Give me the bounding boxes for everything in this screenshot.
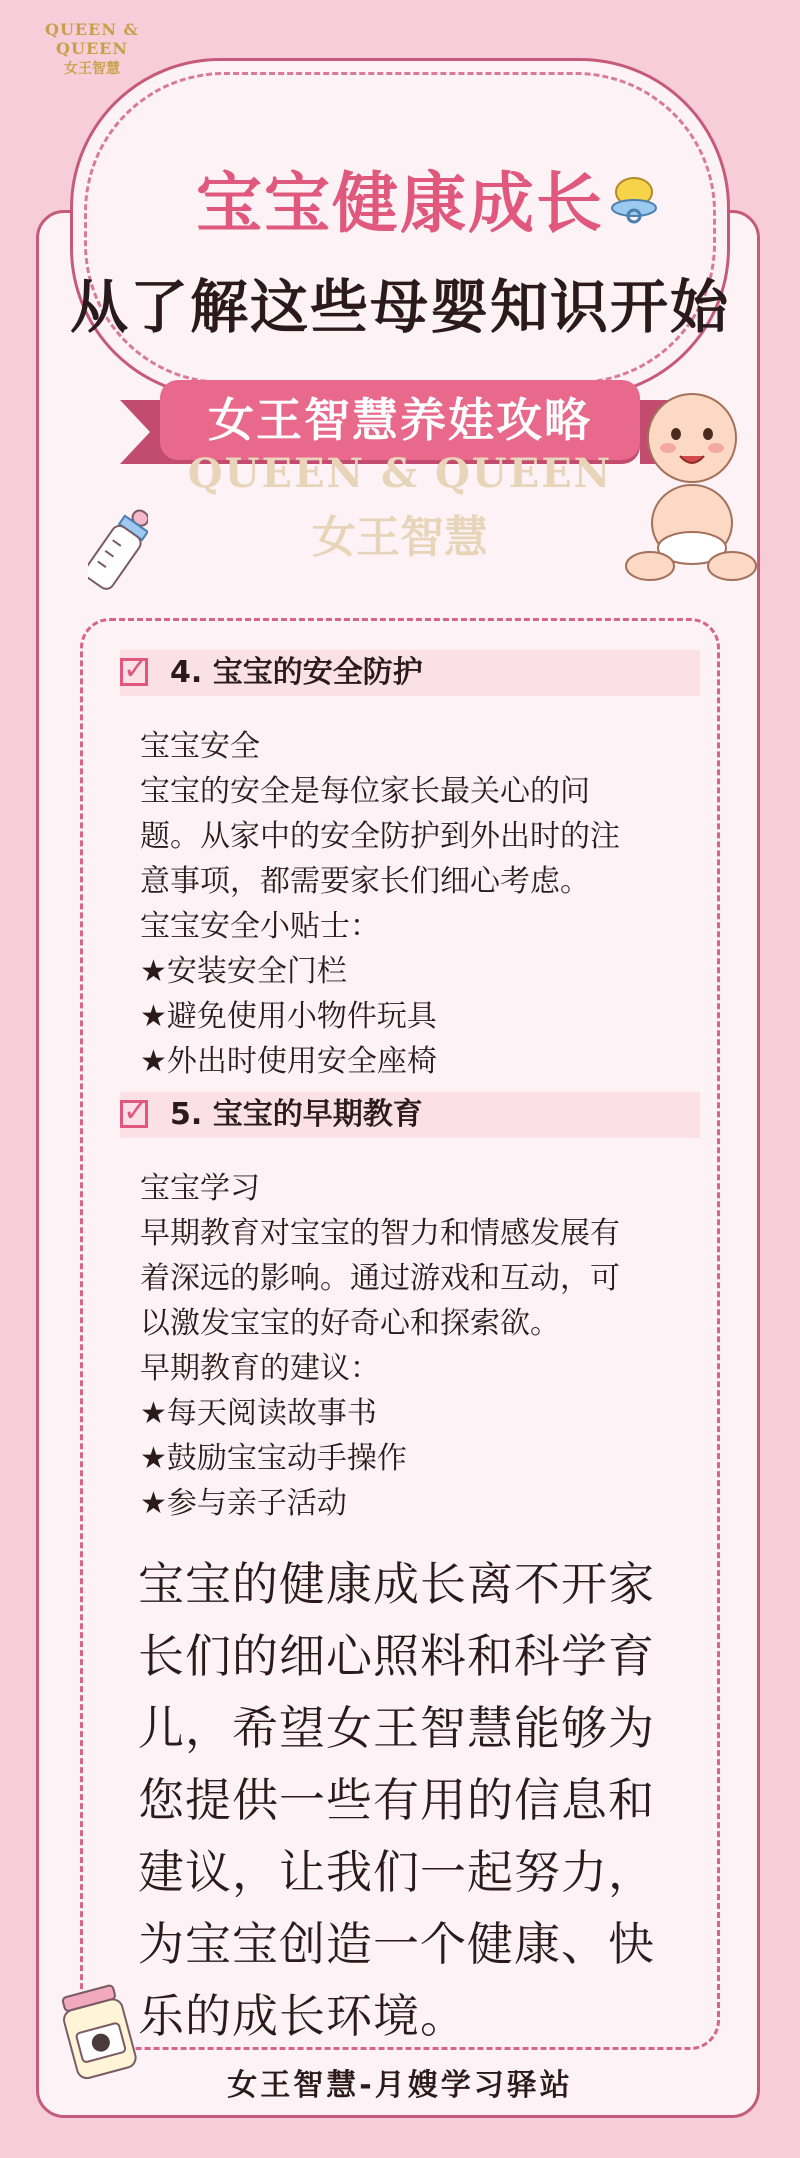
closing-message bbox=[138, 1548, 678, 2052]
checkbox-icon: ✓ bbox=[120, 658, 148, 686]
tips-title: 早期教育的建议： bbox=[140, 1351, 380, 1386]
checkbox-icon: ✓ bbox=[120, 1100, 148, 1128]
tip-item: ★参与亲子活动 bbox=[140, 1486, 347, 1521]
tip-item: ★安装安全门栏 bbox=[140, 954, 347, 989]
page-subtitle: 从了解这些母婴知识开始 bbox=[69, 273, 730, 341]
closing-line: 长们的细心照料和科学育 bbox=[138, 1629, 655, 1683]
closing-line: 宝宝的健康成长离不开家 bbox=[138, 1557, 655, 1611]
tips-title: 宝宝安全小贴士： bbox=[140, 909, 380, 944]
section-title: 5. 宝宝的早期教育 bbox=[170, 1097, 423, 1132]
paragraph-line: 早期教育对宝宝的智力和情感发展有 bbox=[140, 1216, 620, 1251]
closing-line: 为宝宝创造一个健康、快 bbox=[138, 1917, 655, 1971]
closing-line: 您提供一些有用的信息和 bbox=[138, 1773, 655, 1827]
logo-cn: 女王智慧 bbox=[64, 61, 120, 77]
section-body-safety bbox=[140, 724, 690, 1084]
watermark-cn: 女王智慧 bbox=[312, 512, 488, 563]
tip-item: ★外出时使用安全座椅 bbox=[140, 1044, 437, 1079]
pacifier-icon bbox=[604, 168, 664, 228]
section-heading-safety bbox=[120, 650, 700, 696]
closing-line: 建议，让我们一起努力， bbox=[138, 1845, 655, 1899]
paragraph-line: 着深远的影响。通过游戏和互动，可 bbox=[140, 1261, 620, 1296]
paragraph-line: 宝宝的安全是每位家长最关心的问 bbox=[140, 774, 590, 809]
watermark-en: QUEEN & QUEEN bbox=[187, 450, 613, 497]
section-heading-education bbox=[120, 1092, 700, 1138]
paragraph-line: 意事项，都需要家长们细心考虑。 bbox=[140, 864, 590, 899]
paragraph-line: 题。从家中的安全防护到外出时的注 bbox=[140, 819, 620, 854]
section-subtitle: 宝宝学习 bbox=[140, 1171, 260, 1206]
tip-item: ★每天阅读故事书 bbox=[140, 1396, 377, 1431]
footer-label: 女王智慧-月嫂学习驿站 bbox=[227, 2068, 573, 2103]
closing-line: 儿，希望女王智慧能够为 bbox=[138, 1701, 655, 1755]
section-title: 4. 宝宝的安全防护 bbox=[170, 655, 423, 690]
tip-item: ★避免使用小物件玩具 bbox=[140, 999, 437, 1034]
section-body-education bbox=[140, 1166, 690, 1526]
baby-bottle-icon bbox=[88, 500, 148, 600]
ribbon-banner: 女王智慧养娃攻略 bbox=[160, 380, 640, 460]
baby-illustration bbox=[620, 388, 760, 588]
tip-item: ★鼓励宝宝动手操作 bbox=[140, 1441, 407, 1476]
brand-logo bbox=[22, 20, 162, 78]
closing-line: 乐的成长环境。 bbox=[138, 1989, 467, 2043]
page-title: 宝宝健康成长 bbox=[196, 165, 604, 242]
section-subtitle: 宝宝安全 bbox=[140, 729, 260, 764]
paragraph-line: 以激发宝宝的好奇心和探索欲。 bbox=[140, 1306, 560, 1341]
logo-en: QUEEN & QUEEN bbox=[45, 20, 139, 58]
